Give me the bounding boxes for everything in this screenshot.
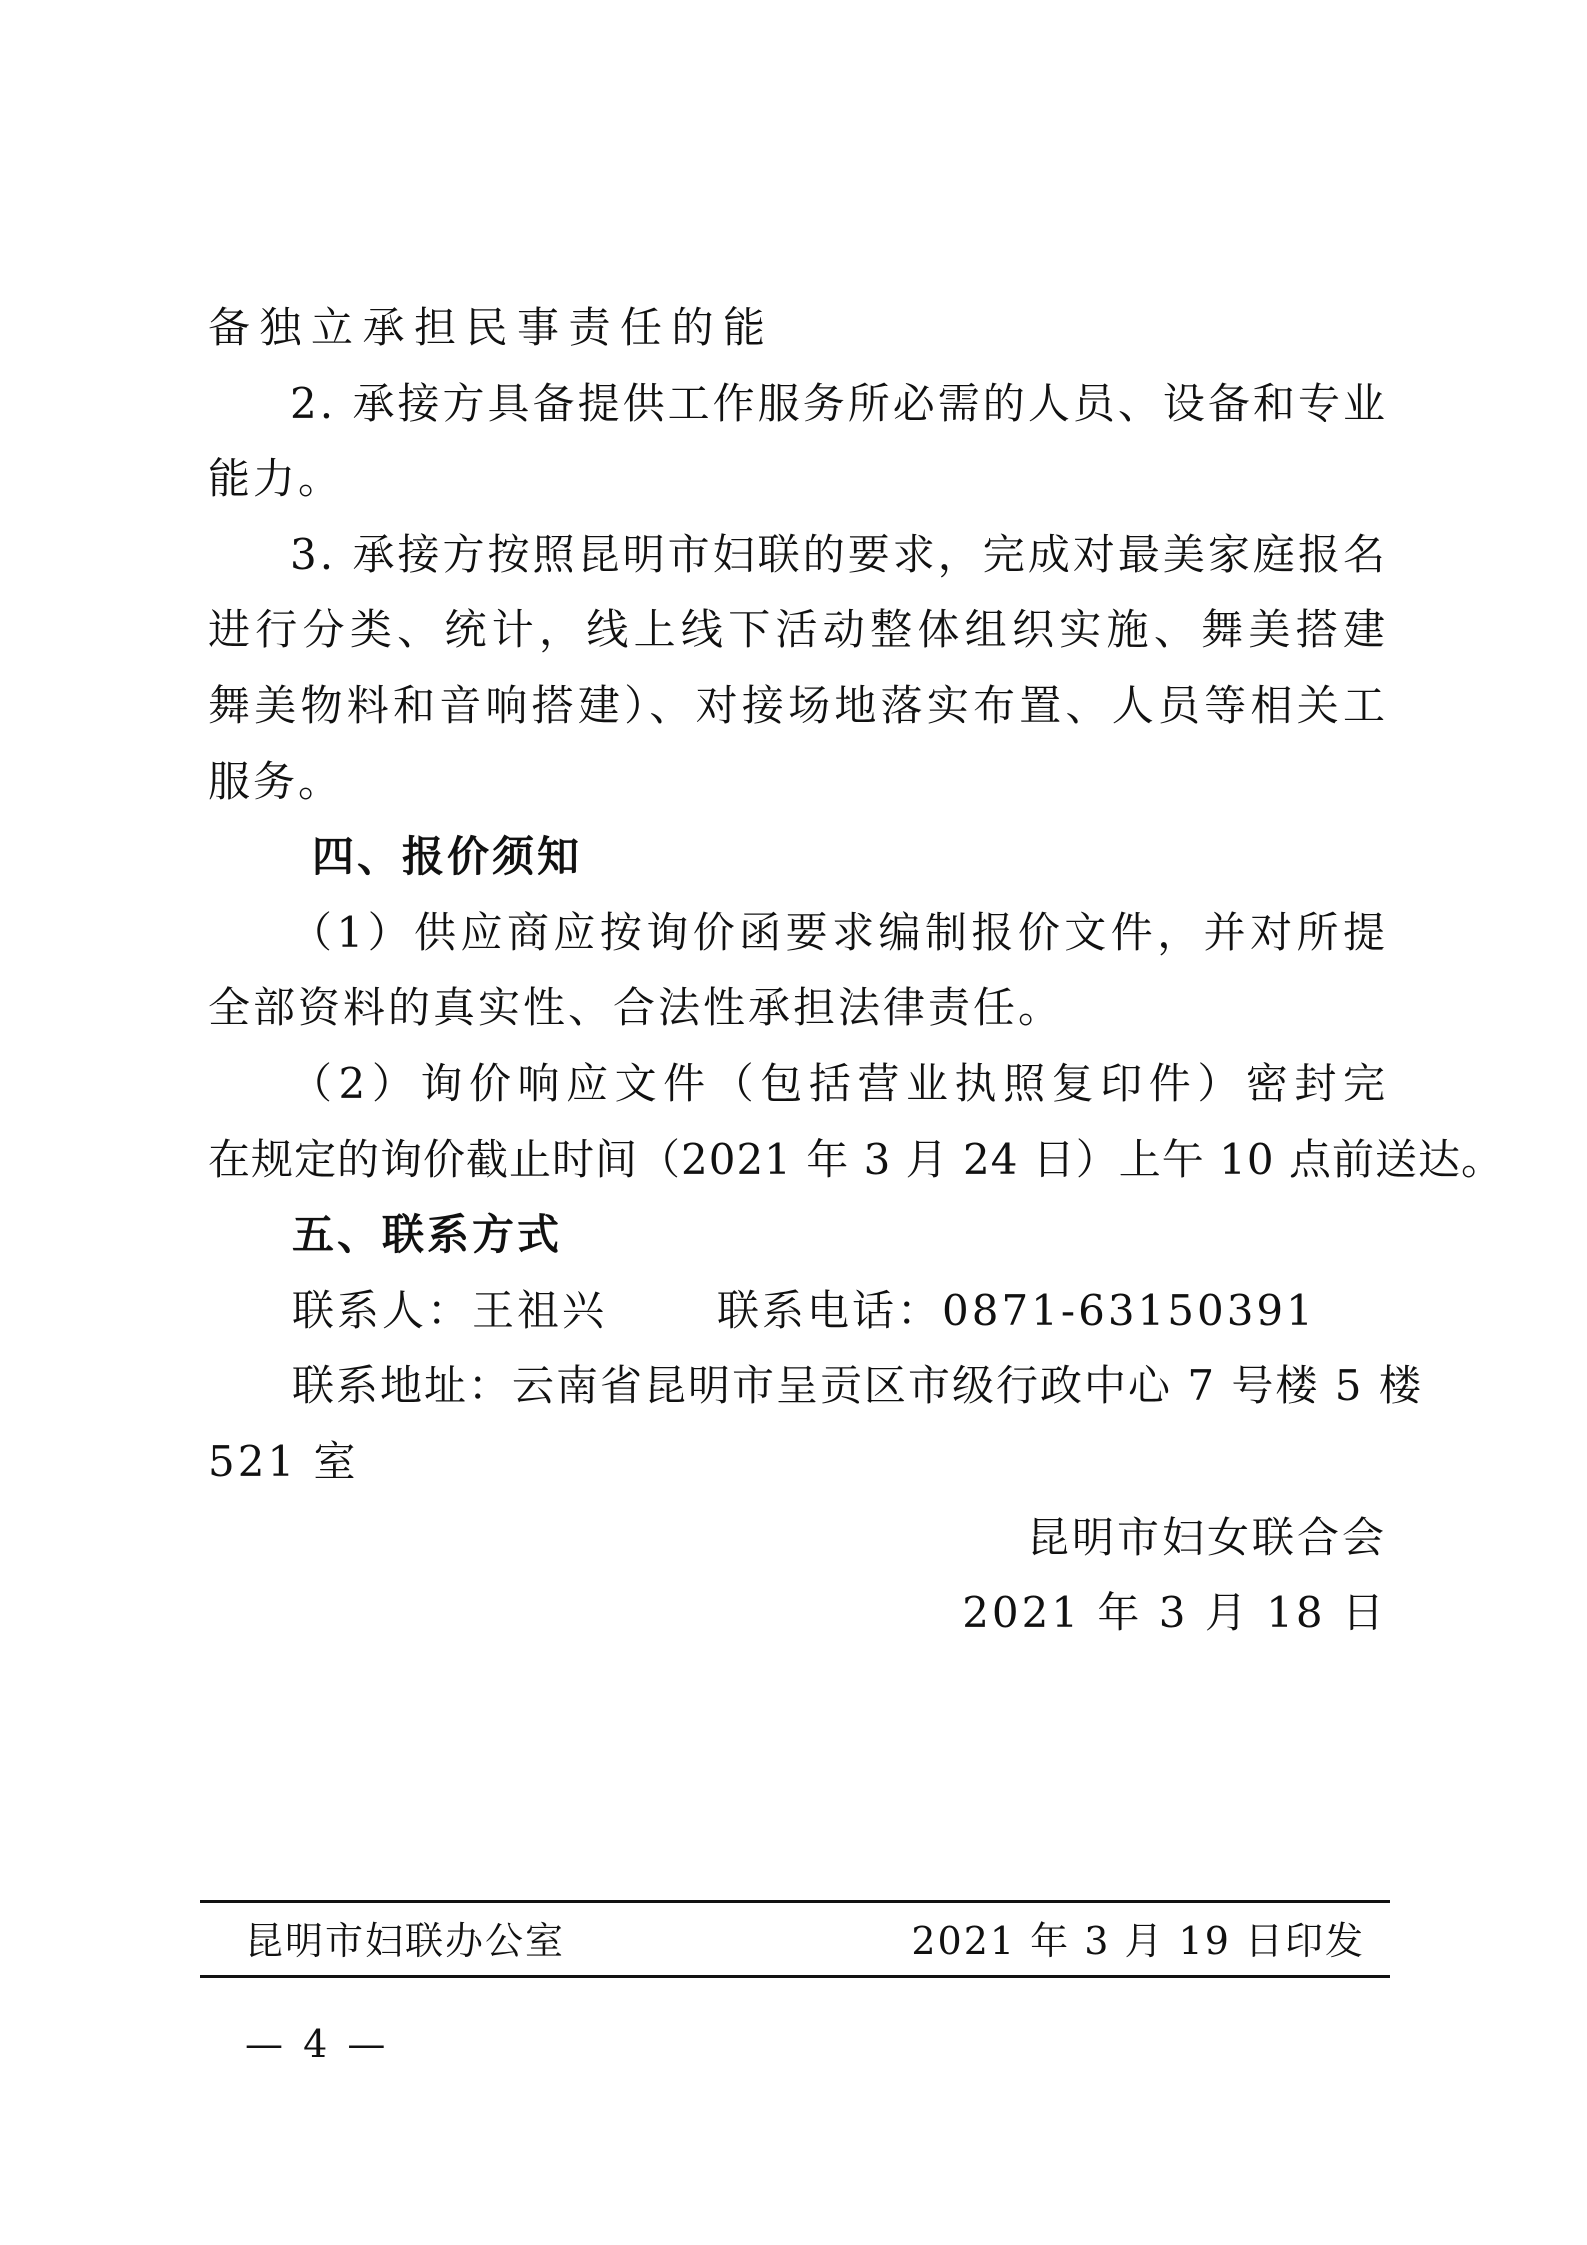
section-heading-5: 五、联系方式 <box>292 1210 563 1259</box>
body-line-1: 备独立承担民事责任的能 <box>208 303 768 352</box>
body-line-6: 舞美物料和音响搭建）、对接场地落实布置、人员等相关工 <box>208 681 1388 730</box>
footer-issue-date: 2021 年 3 月 19 日印发 <box>911 1919 1365 1963</box>
footer-bottom-rule <box>200 1975 1390 1978</box>
address-line-2: 521 室 <box>208 1437 359 1486</box>
body-line-8: （1）供应商应按询价函要求编制报价文件，并对所提 <box>290 908 1388 957</box>
body-line-3: 能力。 <box>208 454 344 503</box>
page-number: — 4 — <box>245 2022 390 2066</box>
contact-person: 联系人：王祖兴 <box>292 1286 608 1335</box>
body-line-9: 全部资料的真实性、合法性承担法律责任。 <box>208 983 1064 1032</box>
body-line-4: 3. 承接方按照昆明市妇联的要求，完成对最美家庭报名 <box>290 530 1388 579</box>
body-line-10: （2）询价响应文件（包括营业执照复印件）密封完 <box>290 1059 1388 1108</box>
body-line-7: 服务。 <box>208 757 344 806</box>
footer-top-rule <box>200 1900 1390 1903</box>
signature-organization: 昆明市妇女联合会 <box>1026 1513 1387 1562</box>
address-line-1: 联系地址：云南省昆明市呈贡区市级行政中心 7 号楼 5 楼 <box>292 1361 1423 1410</box>
section-heading-4: 四、报价须知 <box>312 832 583 881</box>
body-line-2: 2. 承接方具备提供工作服务所必需的人员、设备和专业 <box>290 379 1388 428</box>
body-line-5: 进行分类、统计，线上线下活动整体组织实施、舞美搭建 <box>208 605 1388 654</box>
contact-row <box>292 1285 1472 1337</box>
body-line-11: 在规定的询价截止时间（2021 年 3 月 24 日）上午 10 点前送达。 <box>208 1135 1504 1184</box>
footer-issuer: 昆明市妇联办公室 <box>245 1919 566 1963</box>
footer-issue-row <box>245 1917 1365 1965</box>
contact-phone: 联系电话：0871-63150391 <box>717 1286 1316 1335</box>
signature-date: 2021 年 3 月 18 日 <box>962 1588 1387 1637</box>
